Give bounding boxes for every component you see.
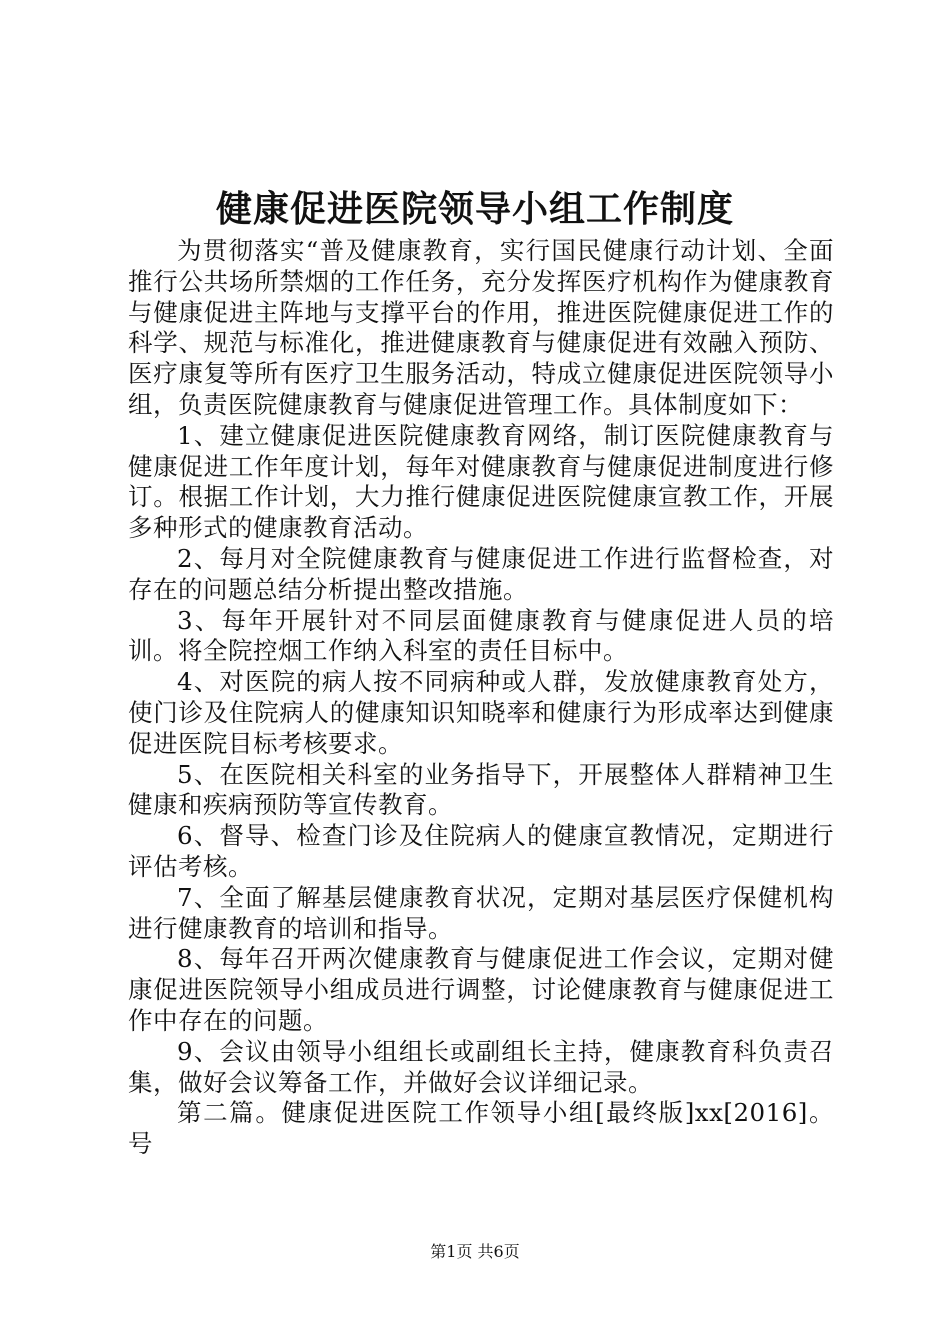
rule-paragraph-1: 1、建立健康促进医院健康教育网络，制订医院健康教育与健康促进工作年度计划，每年对健康教育与健康促进制度进行修订。根据工作计划，大力推行健康促进医院健康宣教工作，开展多种形式的健康教育活动。 bbox=[128, 420, 834, 543]
rule-paragraph-2: 2、每月对全院健康教育与健康促进工作进行监督检查，对存在的问题总结分析提出整改措施。 bbox=[128, 543, 834, 604]
document-title: 健康促进医院领导小组工作制度 bbox=[215, 188, 734, 230]
rule-paragraph-6: 6、督导、检查门诊及住院病人的健康宣教情况，定期进行评估考核。 bbox=[128, 821, 834, 881]
rule-paragraph-3: 3、每年开展针对不同层面健康教育与健康促进人员的培训。将全院控烟工作纳入科室的责任目标中。 bbox=[128, 605, 834, 666]
rule-paragraph-8: 8、每年召开两次健康教育与健康促进工作会议，定期对健康促进医院领导小组成员进行调整，讨论健康教育与健康促进工作中存在的问题。 bbox=[128, 944, 834, 1035]
rule-paragraph-9: 9、会议由领导小组组长或副组长主持，健康教育科负责召集，做好会议筹备工作，并做好会议详细记录。 bbox=[128, 1036, 834, 1097]
second-chapter-heading: 第二篇。健康促进医院工作领导小组[最终版]xx[2016]。号 bbox=[128, 1098, 834, 1159]
page-number-footer: 第1页 共6页 bbox=[430, 1242, 520, 1261]
rule-paragraph-4: 4、对医院的病人按不同病种或人群，发放健康教育处方，使门诊及住院病人的健康知识知晓率和健康行为形成率达到健康促进医院目标考核要求。 bbox=[128, 667, 834, 758]
rule-paragraph-5: 5、在医院相关科室的业务指导下，开展整体人群精神卫生健康和疾病预防等宣传教育。 bbox=[128, 759, 834, 820]
intro-paragraph: 为贯彻落实“普及健康教育，实行国民健康行动计划、全面推行公共场所禁烟的工作任务，充分发挥医疗机构作为健康教育与健康促进主阵地与支撑平台的作用，推进医院健康促进工作的科学、规范与标准化，推进健康教育与健康促进有效融入预防、医疗康复等所有医疗卫生服务活动，特成立健康促进医院领导小组，负责医院健康教育与健康促进管理工作。具体制度如下： bbox=[128, 236, 834, 419]
rule-paragraph-7: 7、全面了解基层健康教育状况，定期对基层医疗保健机构进行健康教育的培训和指导。 bbox=[128, 882, 834, 943]
document-body bbox=[128, 236, 834, 1160]
